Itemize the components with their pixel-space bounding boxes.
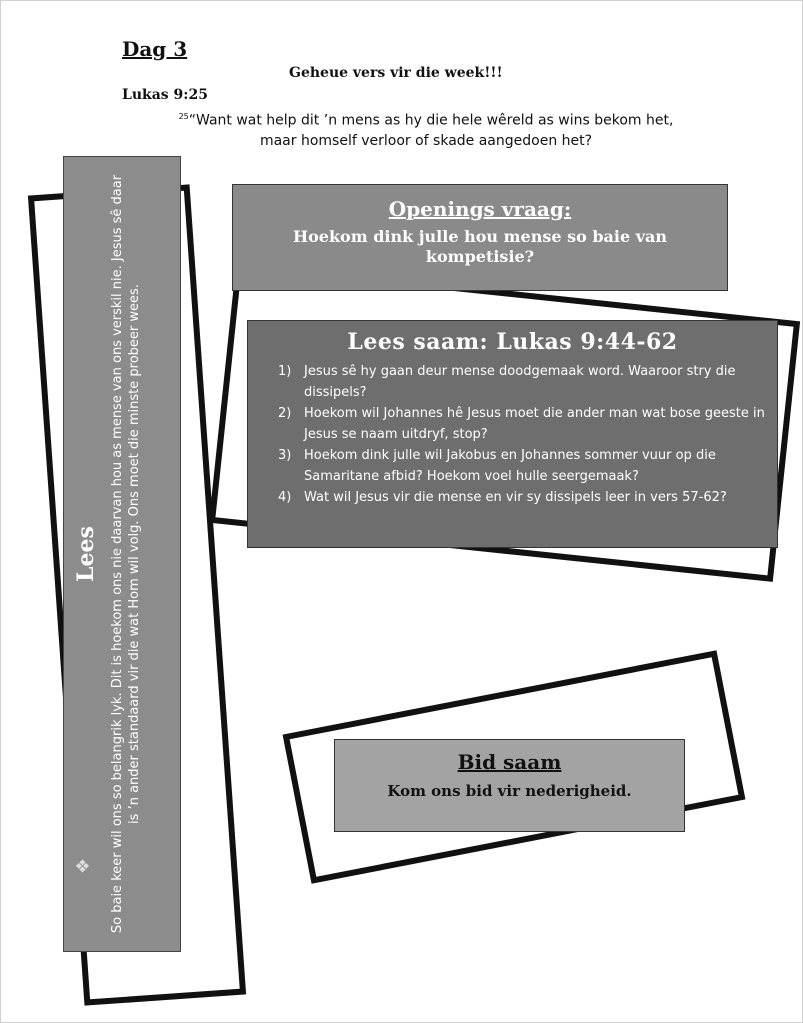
read-sidebar-content [67, 164, 177, 944]
verse-number: 25 [178, 112, 189, 121]
question-number: 4) [278, 490, 292, 505]
opening-question: Hoekom dink julle hou mense so baie van kompetisie? [292, 227, 668, 266]
pray-text: Kom ons bid vir nederigheid. [387, 782, 632, 800]
list-item [278, 445, 765, 487]
read-together-box [247, 320, 778, 548]
question-number: 2) [278, 406, 292, 421]
opening-title: Openings vraag: [388, 197, 572, 221]
question-text: Hoekom dink julle wil Jakobus en Johannes sommer vuur op die Samaritane afbid? Hoekom voel hulle seergemaak? [304, 448, 716, 484]
read-text: So baie keer wil ons so belangrik lyk. Dit is hoekom ons nie daarvan hou as mense van ons verskil nie. Jesus sê daar is ’n ander standaard vir die wat Hom wil volg. Ons moet die minste probeer wees. [110, 174, 142, 934]
verse-text: “Want wat help dit ’n mens as hy die hele wêreld as wins bekom het, maar homself verloor of skade aangedoen het? [188, 112, 674, 149]
pray-title: Bid saam [457, 750, 562, 774]
verse-reference: Lukas 9:25 [122, 87, 208, 103]
question-text: Jesus sê hy gaan deur mense doodgemaak word. Waaroor stry die dissipels? [304, 364, 736, 400]
question-text: Hoekom wil Johannes hê Jesus moet die ander man wat bose geeste in Jesus se naam uitdryf, stop? [304, 406, 765, 442]
read-together-title: Lees saam: Lukas 9:44-62 [347, 329, 678, 355]
opening-question-box [232, 184, 728, 291]
list-item [278, 487, 765, 508]
question-number: 1) [278, 364, 292, 379]
day-title: Dag 3 [122, 37, 188, 61]
memory-verse-title: Geheue vers vir die week!!! [289, 65, 503, 81]
cluster-icon: ❖ [73, 857, 94, 874]
read-heading: Lees [73, 526, 99, 582]
list-item [278, 361, 765, 403]
pray-together-box [334, 739, 685, 832]
question-text: Wat wil Jesus vir die mense en vir sy dissipels leer in vers 57-62? [304, 490, 727, 505]
question-list [278, 361, 765, 508]
read-sidebar [63, 156, 181, 952]
list-item [278, 403, 765, 445]
memory-verse [161, 107, 691, 151]
question-number: 3) [278, 448, 292, 463]
